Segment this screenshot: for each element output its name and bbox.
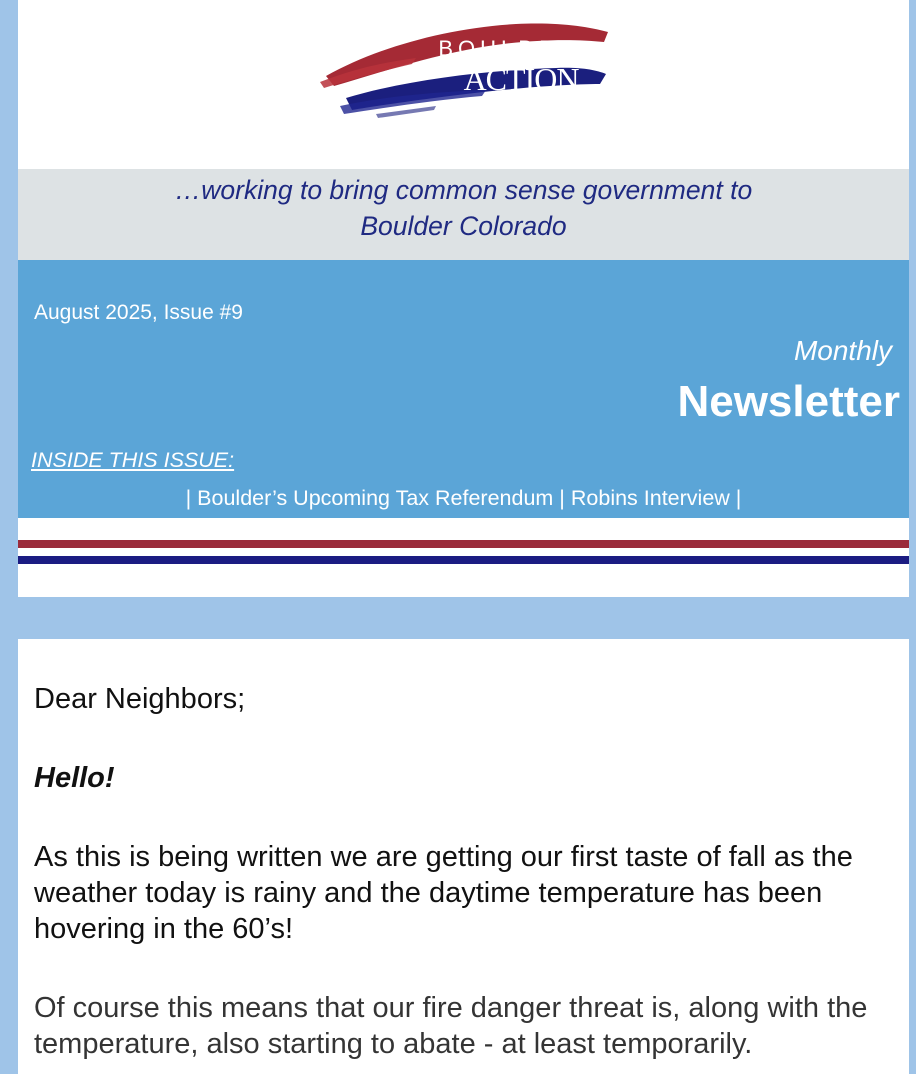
newsletter-body-card [18,639,909,1074]
red-divider-stripe [18,540,909,548]
tagline-line-2: Boulder Colorado [360,211,567,241]
nav-separator: | [185,486,192,510]
logo-word-boulder: BOULDER [438,36,580,61]
greeting: Dear Neighbors; [34,683,246,715]
tagline-band [18,169,909,260]
hello-heading: Hello! [34,762,115,794]
tagline-line-1: …working to bring common sense government to [174,175,753,205]
link-tax-referendum[interactable]: Boulder’s Upcoming Tax Referendum [197,486,554,510]
newsletter-header-card [18,0,909,597]
issue-header [18,260,909,518]
nav-separator: | [559,486,565,510]
inside-this-issue-link[interactable]: INSIDE THIS ISSUE: [31,448,235,472]
nav-separator: | [735,486,742,510]
paragraph-fire-danger: Of course this means that our fire danger threat is, along with the temperature, also starting to abate - at least temporarily. [34,992,868,1060]
newsletter-title: Newsletter [677,377,900,426]
paragraph-weather: As this is being written we are getting our first taste of fall as the weather today is rainy and the daytime temperature has been hovering in the 60’s! [34,841,853,945]
letter-body [34,681,884,1074]
blue-divider-stripe [18,556,909,564]
logo-word-action: ACTION [463,61,579,97]
monthly-label: Monthly [793,335,892,366]
issue-contents-nav [18,485,909,511]
tagline [78,172,849,244]
issue-date: August 2025, Issue #9 [34,301,243,324]
logo-graphic [316,18,616,123]
boulder-action-logo[interactable] [316,18,616,123]
link-robins-interview[interactable]: Robins Interview [570,486,730,510]
